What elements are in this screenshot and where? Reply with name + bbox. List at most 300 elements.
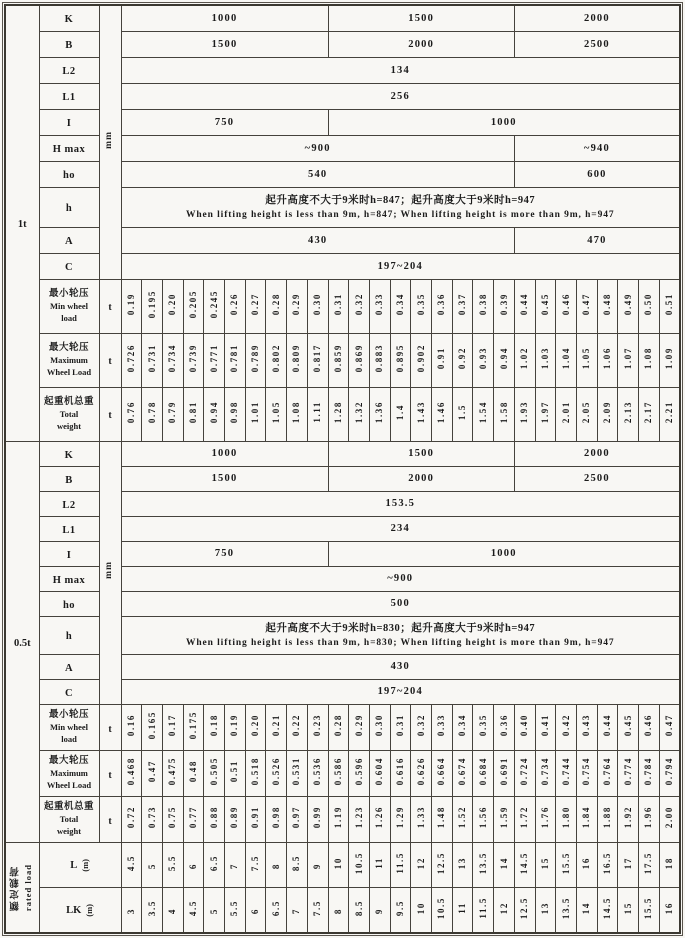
load-label-line: Maximum [50,355,88,365]
rotated-value: 1.05 [270,400,281,423]
table-row [5,751,680,797]
span-name: LK [66,904,82,916]
rotated-value: 9 [312,863,323,870]
rotated-value: 8 [270,863,281,870]
load-value-cell [183,279,204,333]
load-value-cell [576,704,597,750]
rated-load-label-en: rated load [22,864,33,912]
rotated-value: 0.91 [250,806,261,829]
rotated-value: 0.809 [291,343,302,372]
span-label [40,904,121,917]
dim-value-cell: 1500 [121,466,328,491]
rotated-value: 1.58 [498,400,509,423]
rotated-value: 0.72 [125,806,136,829]
load-value-cell [225,387,246,441]
load-value-cell [494,279,515,333]
rotated-value: 12 [498,901,509,915]
load-value-cell [535,279,556,333]
rotated-value: 0.81 [187,400,198,423]
load-value-cell [576,387,597,441]
rotated-value: 0.674 [457,756,468,786]
unit-label: t [108,723,112,735]
span-value-cell [514,888,535,933]
load-value-cell [514,387,535,441]
rotated-value: 16.5 [602,851,613,874]
span-value-cell [266,843,287,888]
span-value-cell [204,843,225,888]
load-value-cell [494,751,515,797]
param-label-cell [39,253,99,279]
load-value-cell [452,797,473,843]
param-label: A [64,662,74,674]
unit-label: t [108,815,112,827]
rotated-value: 0.20 [250,713,261,737]
span-label-cell [39,888,121,933]
load-value-cell [390,797,411,843]
load-value-cell [245,751,266,797]
param-label-cell [39,541,99,566]
span-value-cell [452,843,473,888]
load-value-cell [245,333,266,387]
rotated-value: 0.518 [250,756,261,786]
rotated-value: 0.764 [602,756,613,786]
load-value-cell [225,751,246,797]
rotated-value: 13 [539,901,550,915]
load-value-cell [307,279,328,333]
dim-value-cell: 1500 [121,31,328,57]
load-value-cell [390,279,411,333]
load-value-cell [494,797,515,843]
load-value-cell [597,387,618,441]
span-value-cell [349,843,370,888]
rotated-value: 11 [374,857,385,870]
rotated-value: 1.56 [477,806,488,829]
span-value-cell [432,888,453,933]
load-value-cell [307,704,328,750]
load-value-cell [349,279,370,333]
rotated-value: 0.774 [622,756,633,786]
load-value-cell [266,333,287,387]
param-label-cell [39,187,99,227]
unit-label: t [108,356,112,368]
load-value-cell [411,797,432,843]
rotated-value: 0.75 [167,806,178,829]
load-value-cell [639,333,660,387]
param-label-cell [39,161,99,187]
load-value-cell [514,333,535,387]
load-value-cell [659,279,680,333]
load-value-cell [307,333,328,387]
load-value-cell [659,704,680,750]
load-value-cell [432,797,453,843]
note-line-en: When lifting height is less than 9m, h=830; When lifting height is more than 9m, h=947 [185,637,615,648]
rotated-value: 0.97 [291,806,302,829]
rotated-value: 0.29 [353,713,364,737]
load-value-cell [639,279,660,333]
load-label-line: 最大轮压 [48,342,89,353]
span-value-cell [659,888,680,933]
rotated-value: 0.79 [167,400,178,423]
param-label-cell [39,31,99,57]
load-value-cell [328,333,349,387]
rotated-value: 11.5 [477,896,488,919]
load-value-cell [576,797,597,843]
dim-value-cell: 470 [514,227,680,253]
load-label-line: weight [56,826,82,837]
load-value-cell [473,797,494,843]
load-value-cell [287,387,308,441]
rotated-value: 0.34 [457,713,468,737]
rotated-value: 1.09 [663,346,674,369]
load-value-cell [162,387,183,441]
rotated-value: 0.883 [374,343,385,372]
rotated-value: 0.50 [643,292,654,315]
param-label: h [65,203,73,215]
table-row [5,441,680,466]
rotated-value: 11.5 [394,851,405,874]
rotated-value: 6.5 [270,899,281,916]
param-label: L2 [62,66,76,78]
rotated-value: 0.98 [270,806,281,829]
rotated-value: 7.5 [312,899,323,916]
span-value-cell [369,843,390,888]
load-value-cell [121,704,142,750]
rotated-value: 0.29 [291,292,302,315]
rotated-value: 0.94 [208,400,219,423]
dim-value-cell: 750 [121,109,328,135]
load-value-cell [121,797,142,843]
rotated-value: 0.99 [312,806,323,829]
rotated-value: 7.5 [250,854,261,871]
rotated-value: 0.684 [477,756,488,786]
span-value-cell [576,843,597,888]
span-value-cell [639,843,660,888]
param-label-cell [39,83,99,109]
span-label-cell [39,843,121,888]
load-value-cell [204,751,225,797]
load-label-line: 起重机总重 [43,802,94,813]
span-value-cell [162,888,183,933]
rotated-value: 1.23 [353,806,364,829]
dim-value-cell: 1500 [328,5,514,31]
param-label: C [64,262,74,274]
load-value-cell [287,333,308,387]
rotated-value: 17.5 [643,851,654,874]
load-value-cell [162,279,183,333]
load-value-cell [618,751,639,797]
dim-value-cell: 1000 [121,441,328,466]
span-value-cell [473,888,494,933]
span-value-cell [597,843,618,888]
unit-label: mm [104,130,115,149]
load-value-cell [287,704,308,750]
span-value-cell [390,888,411,933]
param-label-cell [39,566,99,591]
section-label: 1t [17,219,27,231]
rotated-value: 0.44 [519,292,530,315]
load-value-cell [162,751,183,797]
load-value-cell [245,387,266,441]
rotated-value: 10 [415,901,426,915]
rotated-value: 9 [374,907,385,915]
rotated-value: 17 [622,856,633,870]
load-value-cell [142,797,163,843]
rotated-value: 4 [167,907,178,915]
rotated-value: 0.17 [167,713,178,737]
rotated-value: 0.526 [270,756,281,786]
lifting-height-note-cell [121,187,680,227]
rotated-value: 0.22 [291,713,302,737]
rotated-value: 5 [146,863,157,870]
load-value-cell [597,704,618,750]
load-value-cell [307,797,328,843]
dim-value-cell: 2500 [514,466,680,491]
param-label: B [65,474,73,486]
rotated-value: 0.33 [436,713,447,737]
rotated-value: 0.44 [602,713,613,737]
load-value-cell [411,704,432,750]
table-row [5,279,680,333]
rotated-value: 14 [581,901,592,915]
load-value-cell [349,333,370,387]
load-value-cell [473,387,494,441]
rotated-value: 5.5 [167,854,178,871]
load-value-cell [639,797,660,843]
load-label-line: load [61,734,77,745]
rotated-value: 0.531 [291,756,302,786]
span-unit-label: (m) [84,903,95,917]
load-value-cell [618,279,639,333]
load-value-cell [556,387,577,441]
rotated-value: 15 [539,856,550,870]
load-value-cell [162,333,183,387]
rotated-value: 6 [187,863,198,870]
dim-value-cell: 500 [121,591,680,616]
load-value-cell [556,279,577,333]
load-value-cell [432,704,453,750]
rotated-value: 0.30 [312,292,323,315]
param-label-cell [39,491,99,516]
load-label-line: Wheel Load [46,780,92,791]
load-value-cell [432,387,453,441]
load-label-line: Total [59,814,79,825]
load-value-cell [576,751,597,797]
dim-value-cell: 1000 [328,109,680,135]
load-value-cell [266,279,287,333]
rotated-value: 2.00 [663,806,674,829]
span-value-cell [659,843,680,888]
load-label-cell [39,704,99,750]
rotated-value: 13.5 [560,896,571,919]
load-value-cell [494,704,515,750]
rotated-value: 0.28 [332,713,343,737]
rotated-value: 1.48 [436,806,447,829]
span-name: L [70,859,78,871]
load-value-cell [473,704,494,750]
load-value-cell [142,387,163,441]
load-value-cell [452,751,473,797]
rotated-value: 0.47 [663,713,674,737]
load-value-cell [411,333,432,387]
rotated-value: 1.03 [539,346,550,369]
rotated-value: 0.23 [312,713,323,737]
span-value-cell [618,888,639,933]
rotated-value: 6.5 [208,854,219,871]
span-value-cell [225,843,246,888]
rotated-value: 0.859 [332,343,343,372]
dim-value-cell: 1000 [121,5,328,31]
load-value-cell [142,751,163,797]
rotated-value: 0.724 [519,756,530,786]
span-value-cell [245,888,266,933]
load-value-cell [556,797,577,843]
load-value-cell [514,797,535,843]
dim-value-cell: 430 [121,654,680,679]
rotated-value: 0.33 [374,292,385,315]
rotated-value: 0.28 [270,292,281,315]
rotated-value: 5.5 [229,899,240,916]
rotated-value: 1.93 [519,400,530,423]
span-value-cell [597,888,618,933]
rotated-value: 1.46 [436,400,447,423]
rotated-value: 0.902 [415,343,426,372]
rotated-value: 0.31 [394,713,405,737]
load-label-cell [39,797,99,843]
rotated-value: 0.48 [602,292,613,315]
span-value-cell [514,843,535,888]
span-value-cell [328,888,349,933]
dim-value-cell: ~900 [121,135,514,161]
rotated-value: 0.49 [622,292,633,315]
rotated-value: 0.34 [394,292,405,315]
load-value-cell [328,387,349,441]
span-value-cell [142,888,163,933]
rotated-value: 6 [250,907,261,915]
load-value-cell [390,751,411,797]
rotated-value: 0.794 [663,756,674,786]
rotated-value: 10 [332,856,343,870]
span-value-cell [535,888,556,933]
rotated-value: 18 [663,856,674,870]
span-value-cell [639,888,660,933]
rotated-value: 0.36 [436,292,447,315]
rotated-value: 1.04 [560,346,571,369]
param-label: H max [52,144,86,156]
rotated-value: 14.5 [602,896,613,919]
table-row [5,5,680,31]
span-value-cell [390,843,411,888]
table-row [5,333,680,387]
rotated-value: 0.43 [581,713,592,737]
span-value-cell [245,843,266,888]
load-label-cell [39,387,99,441]
load-value-cell [162,704,183,750]
rotated-value: 0.664 [436,756,447,786]
unit-label: mm [104,561,115,580]
rotated-value: 0.32 [353,292,364,315]
rotated-value: 0.20 [167,292,178,315]
param-label: C [64,687,74,699]
span-value-cell [494,888,515,933]
load-value-cell [307,387,328,441]
load-label-line: load [61,312,77,323]
dim-value-cell: 234 [121,516,680,541]
load-value-cell [183,333,204,387]
load-value-cell [597,751,618,797]
rotated-value: 4.5 [187,899,198,916]
load-label-cell [39,279,99,333]
rotated-value: 1.07 [622,346,633,369]
load-value-cell [452,704,473,750]
span-value-cell [225,888,246,933]
load-value-cell [452,333,473,387]
param-label-cell [39,441,99,466]
t-unit-cell [99,279,121,333]
rotated-value: 0.744 [560,756,571,786]
rotated-value: 2.05 [581,400,592,423]
rotated-value: 1.52 [457,806,468,829]
span-value-cell [328,843,349,888]
rotated-value: 0.98 [229,400,240,423]
rotated-value: 0.30 [374,713,385,737]
rotated-value: 1.72 [519,806,530,829]
load-value-cell [204,279,225,333]
rotated-value: 1.76 [539,806,550,829]
span-value-cell [494,843,515,888]
t-unit-cell [99,704,121,750]
param-label: L2 [62,499,76,511]
t-unit-cell [99,751,121,797]
lifting-height-note-cell [121,616,680,654]
rotated-value: 0.35 [415,292,426,315]
rotated-value: 0.41 [539,713,550,737]
load-value-cell [245,797,266,843]
span-value-cell [349,888,370,933]
rotated-value: 13 [457,856,468,870]
span-value-cell [576,888,597,933]
span-value-cell [411,843,432,888]
rotated-value: 1.02 [519,346,530,369]
dim-value-cell: 2000 [514,5,680,31]
load-value-cell [473,751,494,797]
load-value-cell [535,797,556,843]
load-value-cell [639,704,660,750]
param-label-cell [39,135,99,161]
rotated-value: 8 [332,907,343,915]
rotated-value: 0.536 [312,756,323,786]
load-value-cell [411,751,432,797]
param-label-cell [39,679,99,704]
load-label-line: Wheel Load [46,366,92,377]
load-value-cell [287,797,308,843]
load-value-cell [369,279,390,333]
load-label-line: Min wheel [49,300,88,311]
rotated-value: 0.32 [415,713,426,737]
load-value-cell [266,751,287,797]
load-value-cell [121,751,142,797]
load-value-cell [266,704,287,750]
rotated-value: 3.5 [146,899,157,916]
load-value-cell [432,333,453,387]
param-label-cell [39,616,99,654]
rotated-value: 0.739 [187,343,198,372]
rotated-value: 1.32 [353,400,364,423]
rotated-value: 4.5 [125,854,136,871]
rotated-value: 1.88 [602,806,613,829]
section-label-cell [5,441,39,842]
load-value-cell [618,387,639,441]
load-value-cell [514,704,535,750]
